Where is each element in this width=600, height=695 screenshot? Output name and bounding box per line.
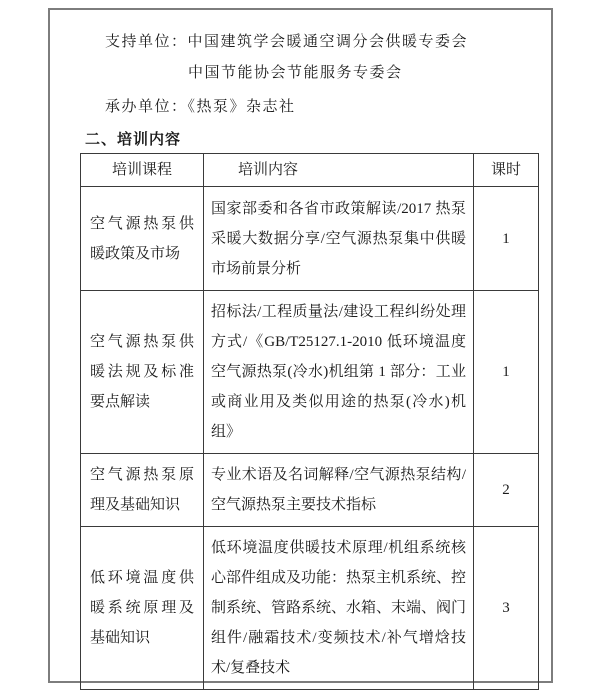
supporting-org-line-2: 中国节能协会节能服务专委会	[188, 65, 403, 81]
table-row	[81, 291, 539, 454]
organizer-line: 承办单位：《热泵》杂志社	[105, 99, 296, 115]
content-cell: 招标法/工程质量法/建设工程纠纷处理方式/《GB/T25127.1-2010 低环境温度空气源热泵(冷水)机组第 1 部分：工业或商业用及类似用途的热泵(冷水)机组》	[204, 291, 474, 454]
course-cell: 空气源热泵原理及基础知识	[81, 454, 204, 527]
table-row	[81, 527, 539, 690]
hours-cell: 2	[474, 454, 539, 527]
col-header-hours: 课时	[474, 154, 539, 187]
document-page	[48, 8, 553, 683]
hours-cell: 1	[474, 187, 539, 291]
table-row	[81, 187, 539, 291]
table-row	[81, 454, 539, 527]
content-cell: 低环境温度供暖技术原理/机组系统核心部件组成及功能：热泵主机系统、控制系统、管路系统、水箱、末端、阀门组件/融霜技术/变频技术/补气增焓技术/复叠技术	[204, 527, 474, 690]
content-cell: 专业术语及名词解释/空气源热泵结构/空气源热泵主要技术指标	[204, 454, 474, 527]
course-cell: 空气源热泵供暖法规及标准要点解读	[81, 291, 204, 454]
hours-cell: 1	[474, 291, 539, 454]
supporting-org-line-1: 支持单位：中国建筑学会暖通空调分会供暖专委会	[105, 34, 469, 50]
col-header-course: 培训课程	[81, 154, 204, 187]
course-cell: 低环境温度供暖系统原理及基础知识	[81, 527, 204, 690]
training-content-table	[80, 153, 539, 690]
hours-cell: 3	[474, 527, 539, 690]
course-cell: 空气源热泵供暖政策及市场	[81, 187, 204, 291]
section-title: 二、培训内容	[85, 132, 182, 148]
content-cell: 国家部委和各省市政策解读/2017 热泵采暖大数据分享/空气源热泵集中供暖市场前景分析	[204, 187, 474, 291]
col-header-content: 培训内容	[204, 154, 474, 187]
table-header-row	[81, 154, 539, 187]
